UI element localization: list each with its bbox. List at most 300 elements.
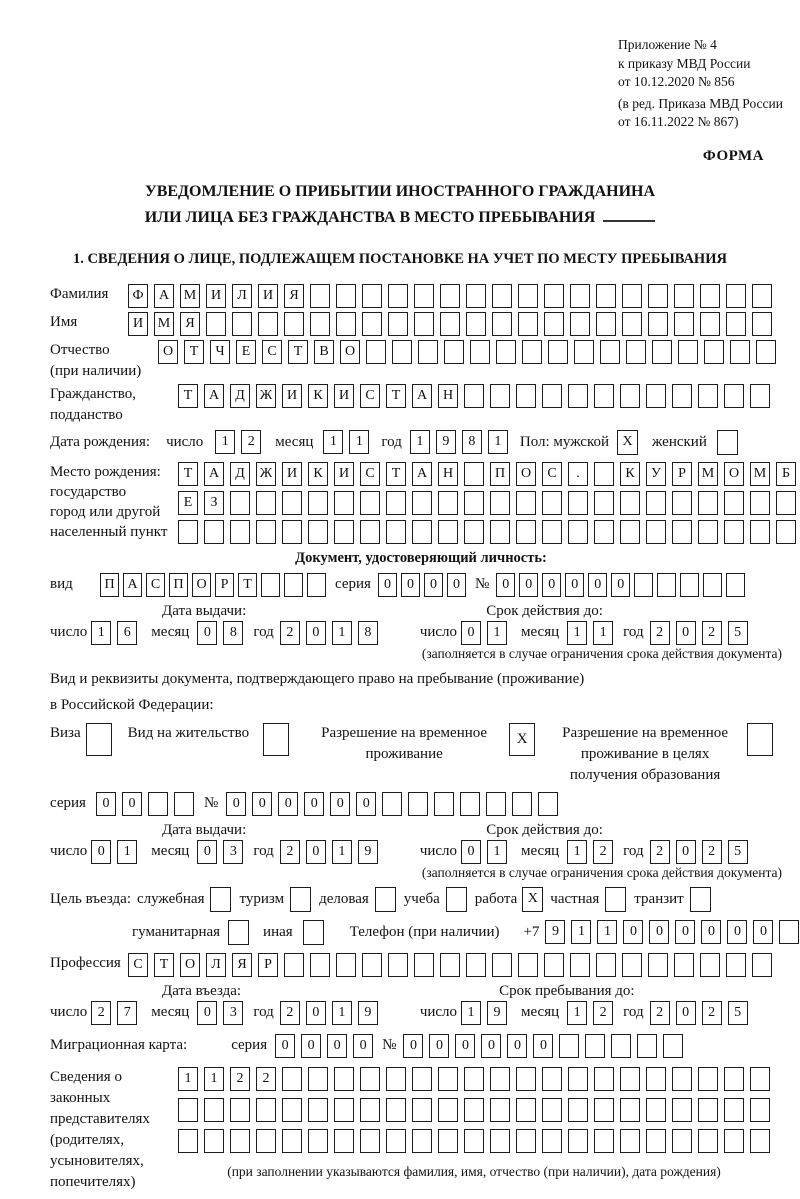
char-cell[interactable]	[646, 520, 666, 544]
char-cell[interactable]	[310, 284, 330, 308]
char-cell[interactable]	[412, 520, 432, 544]
char-cell[interactable]	[284, 312, 304, 336]
char-cell[interactable]: О	[516, 462, 536, 486]
char-cell[interactable]: П	[100, 573, 119, 597]
char-cell[interactable]: Р	[215, 573, 234, 597]
char-cell[interactable]	[464, 1098, 484, 1122]
char-cell[interactable]	[466, 953, 486, 977]
char-cell[interactable]: В	[314, 340, 334, 364]
char-cell[interactable]	[674, 953, 694, 977]
char-cell[interactable]: 1	[567, 621, 587, 645]
char-cell[interactable]: 0	[197, 1001, 217, 1025]
char-cell[interactable]	[408, 792, 428, 816]
char-cell[interactable]: И	[258, 284, 278, 308]
char-cell[interactable]	[724, 1129, 744, 1153]
char-cell[interactable]	[756, 340, 776, 364]
char-cell[interactable]	[568, 491, 588, 515]
char-cell[interactable]: 0	[542, 573, 561, 597]
char-cell[interactable]: 0	[565, 573, 584, 597]
char-cell[interactable]: 1	[204, 1067, 224, 1091]
char-cell[interactable]	[622, 284, 642, 308]
purpose-humanitarian-checkbox[interactable]	[228, 920, 249, 945]
char-cell[interactable]: 0	[496, 573, 515, 597]
char-cell[interactable]	[538, 792, 558, 816]
char-cell[interactable]: 2	[280, 621, 300, 645]
char-cell[interactable]	[230, 520, 250, 544]
char-cell[interactable]: 2	[280, 840, 300, 864]
char-cell[interactable]	[620, 384, 640, 408]
char-cell[interactable]: Т	[386, 384, 406, 408]
char-cell[interactable]: 0	[519, 573, 538, 597]
char-cell[interactable]	[568, 1067, 588, 1091]
char-cell[interactable]	[574, 340, 594, 364]
char-cell[interactable]: 1	[593, 621, 613, 645]
char-cell[interactable]	[490, 1129, 510, 1153]
char-cell[interactable]	[672, 1129, 692, 1153]
char-cell[interactable]	[440, 953, 460, 977]
char-cell[interactable]	[516, 384, 536, 408]
char-cell[interactable]	[663, 1034, 683, 1058]
char-cell[interactable]: 0	[461, 621, 481, 645]
char-cell[interactable]	[282, 491, 302, 515]
char-cell[interactable]: 0	[447, 573, 466, 597]
char-cell[interactable]	[464, 491, 484, 515]
char-cell[interactable]	[516, 520, 536, 544]
char-cell[interactable]	[724, 384, 744, 408]
char-cell[interactable]	[388, 312, 408, 336]
char-cell[interactable]	[334, 491, 354, 515]
char-cell[interactable]: Т	[238, 573, 257, 597]
purpose-work-checkbox[interactable]: X	[522, 887, 543, 912]
char-cell[interactable]: Б	[776, 462, 796, 486]
char-cell[interactable]	[148, 792, 168, 816]
char-cell[interactable]: 0	[306, 1001, 326, 1025]
char-cell[interactable]: 1	[487, 621, 507, 645]
char-cell[interactable]: 0	[481, 1034, 501, 1058]
char-cell[interactable]: Я	[180, 312, 200, 336]
char-cell[interactable]	[256, 1098, 276, 1122]
char-cell[interactable]	[490, 384, 510, 408]
char-cell[interactable]: 0	[356, 792, 376, 816]
char-cell[interactable]	[700, 284, 720, 308]
char-cell[interactable]	[440, 312, 460, 336]
char-cell[interactable]: 1	[567, 840, 587, 864]
char-cell[interactable]	[464, 462, 484, 486]
char-cell[interactable]	[334, 1098, 354, 1122]
char-cell[interactable]	[336, 312, 356, 336]
char-cell[interactable]	[724, 1067, 744, 1091]
char-cell[interactable]	[282, 520, 302, 544]
char-cell[interactable]	[620, 1067, 640, 1091]
char-cell[interactable]: 2	[593, 840, 613, 864]
char-cell[interactable]	[434, 792, 454, 816]
char-cell[interactable]: Н	[438, 384, 458, 408]
char-cell[interactable]	[464, 1129, 484, 1153]
char-cell[interactable]: 9	[487, 1001, 507, 1025]
char-cell[interactable]	[492, 312, 512, 336]
char-cell[interactable]	[726, 312, 746, 336]
char-cell[interactable]	[672, 491, 692, 515]
char-cell[interactable]	[438, 1098, 458, 1122]
purpose-transit-checkbox[interactable]	[690, 887, 711, 912]
char-cell[interactable]	[726, 573, 745, 597]
char-cell[interactable]	[282, 1067, 302, 1091]
sex-male-checkbox[interactable]: X	[617, 430, 638, 455]
char-cell[interactable]	[542, 520, 562, 544]
char-cell[interactable]: 0	[676, 1001, 696, 1025]
char-cell[interactable]: 1	[91, 621, 111, 645]
char-cell[interactable]: 0	[461, 840, 481, 864]
char-cell[interactable]	[204, 1098, 224, 1122]
char-cell[interactable]: 0	[304, 792, 324, 816]
char-cell[interactable]	[230, 1129, 250, 1153]
char-cell[interactable]	[388, 953, 408, 977]
char-cell[interactable]: 2	[702, 840, 722, 864]
char-cell[interactable]: 2	[702, 621, 722, 645]
char-cell[interactable]	[672, 384, 692, 408]
char-cell[interactable]: П	[169, 573, 188, 597]
char-cell[interactable]	[412, 1098, 432, 1122]
char-cell[interactable]	[752, 953, 772, 977]
char-cell[interactable]	[585, 1034, 605, 1058]
char-cell[interactable]	[646, 1098, 666, 1122]
char-cell[interactable]: 0	[327, 1034, 347, 1058]
char-cell[interactable]: О	[192, 573, 211, 597]
char-cell[interactable]: 7	[117, 1001, 137, 1025]
char-cell[interactable]: Ж	[256, 384, 276, 408]
char-cell[interactable]	[750, 520, 770, 544]
char-cell[interactable]	[492, 953, 512, 977]
char-cell[interactable]	[570, 284, 590, 308]
char-cell[interactable]	[544, 953, 564, 977]
char-cell[interactable]: 0	[676, 621, 696, 645]
char-cell[interactable]: З	[204, 491, 224, 515]
char-cell[interactable]: О	[158, 340, 178, 364]
char-cell[interactable]	[611, 1034, 631, 1058]
char-cell[interactable]: 8	[223, 621, 243, 645]
char-cell[interactable]: 1	[410, 430, 430, 454]
temp-permit-checkbox[interactable]: X	[509, 723, 535, 756]
char-cell[interactable]	[750, 1129, 770, 1153]
char-cell[interactable]: 2	[280, 1001, 300, 1025]
char-cell[interactable]	[698, 491, 718, 515]
char-cell[interactable]: И	[206, 284, 226, 308]
char-cell[interactable]	[282, 1129, 302, 1153]
char-cell[interactable]	[776, 491, 796, 515]
char-cell[interactable]	[382, 792, 402, 816]
char-cell[interactable]: 2	[230, 1067, 250, 1091]
char-cell[interactable]	[724, 1098, 744, 1122]
char-cell[interactable]	[542, 384, 562, 408]
char-cell[interactable]: 0	[306, 621, 326, 645]
char-cell[interactable]: Д	[230, 462, 250, 486]
char-cell[interactable]	[516, 1098, 536, 1122]
char-cell[interactable]: Т	[184, 340, 204, 364]
char-cell[interactable]: Е	[178, 491, 198, 515]
char-cell[interactable]: 2	[650, 840, 670, 864]
char-cell[interactable]	[730, 340, 750, 364]
char-cell[interactable]: 0	[676, 840, 696, 864]
char-cell[interactable]	[204, 520, 224, 544]
char-cell[interactable]: 2	[593, 1001, 613, 1025]
char-cell[interactable]	[418, 340, 438, 364]
char-cell[interactable]: 1	[178, 1067, 198, 1091]
purpose-business-checkbox[interactable]	[375, 887, 396, 912]
char-cell[interactable]	[594, 1129, 614, 1153]
char-cell[interactable]: 2	[650, 1001, 670, 1025]
char-cell[interactable]	[652, 340, 672, 364]
char-cell[interactable]	[460, 792, 480, 816]
char-cell[interactable]	[776, 520, 796, 544]
char-cell[interactable]: 0	[226, 792, 246, 816]
char-cell[interactable]: 0	[675, 920, 695, 944]
char-cell[interactable]: М	[698, 462, 718, 486]
char-cell[interactable]: С	[146, 573, 165, 597]
char-cell[interactable]: 0	[533, 1034, 553, 1058]
char-cell[interactable]: И	[282, 462, 302, 486]
char-cell[interactable]: 1	[215, 430, 235, 454]
char-cell[interactable]	[366, 340, 386, 364]
char-cell[interactable]	[559, 1034, 579, 1058]
char-cell[interactable]	[178, 1098, 198, 1122]
char-cell[interactable]	[620, 1098, 640, 1122]
char-cell[interactable]	[284, 953, 304, 977]
char-cell[interactable]	[414, 284, 434, 308]
char-cell[interactable]: 1	[323, 430, 343, 454]
char-cell[interactable]	[360, 491, 380, 515]
char-cell[interactable]: С	[542, 462, 562, 486]
purpose-official-checkbox[interactable]	[210, 887, 231, 912]
char-cell[interactable]: 0	[455, 1034, 475, 1058]
char-cell[interactable]	[594, 491, 614, 515]
char-cell[interactable]: .	[568, 462, 588, 486]
char-cell[interactable]	[594, 462, 614, 486]
char-cell[interactable]: И	[128, 312, 148, 336]
char-cell[interactable]	[490, 491, 510, 515]
char-cell[interactable]	[626, 340, 646, 364]
char-cell[interactable]	[544, 312, 564, 336]
char-cell[interactable]	[518, 284, 538, 308]
char-cell[interactable]	[620, 1129, 640, 1153]
char-cell[interactable]	[648, 312, 668, 336]
char-cell[interactable]	[261, 573, 280, 597]
char-cell[interactable]	[620, 520, 640, 544]
char-cell[interactable]	[634, 573, 653, 597]
char-cell[interactable]	[440, 284, 460, 308]
char-cell[interactable]	[308, 520, 328, 544]
char-cell[interactable]	[596, 284, 616, 308]
char-cell[interactable]	[386, 491, 406, 515]
char-cell[interactable]	[622, 953, 642, 977]
char-cell[interactable]: 2	[91, 1001, 111, 1025]
char-cell[interactable]: А	[123, 573, 142, 597]
char-cell[interactable]	[698, 1098, 718, 1122]
char-cell[interactable]: 0	[588, 573, 607, 597]
char-cell[interactable]	[544, 284, 564, 308]
purpose-private-checkbox[interactable]	[605, 887, 626, 912]
char-cell[interactable]	[206, 312, 226, 336]
visa-checkbox[interactable]	[86, 723, 112, 756]
char-cell[interactable]: 3	[223, 1001, 243, 1025]
char-cell[interactable]: А	[204, 384, 224, 408]
char-cell[interactable]	[724, 520, 744, 544]
char-cell[interactable]	[336, 284, 356, 308]
char-cell[interactable]	[486, 792, 506, 816]
char-cell[interactable]: 9	[358, 840, 378, 864]
char-cell[interactable]	[230, 1098, 250, 1122]
char-cell[interactable]	[307, 573, 326, 597]
char-cell[interactable]	[750, 1067, 770, 1091]
char-cell[interactable]	[412, 1129, 432, 1153]
char-cell[interactable]	[308, 1067, 328, 1091]
char-cell[interactable]: 2	[241, 430, 261, 454]
char-cell[interactable]: 1	[349, 430, 369, 454]
char-cell[interactable]: 0	[91, 840, 111, 864]
char-cell[interactable]: Л	[206, 953, 226, 977]
char-cell[interactable]: 0	[275, 1034, 295, 1058]
char-cell[interactable]	[386, 1098, 406, 1122]
char-cell[interactable]	[568, 520, 588, 544]
char-cell[interactable]	[672, 1067, 692, 1091]
char-cell[interactable]: 0	[611, 573, 630, 597]
char-cell[interactable]	[360, 520, 380, 544]
char-cell[interactable]	[620, 491, 640, 515]
char-cell[interactable]: Т	[288, 340, 308, 364]
char-cell[interactable]	[672, 1098, 692, 1122]
char-cell[interactable]	[542, 491, 562, 515]
char-cell[interactable]: 0	[727, 920, 747, 944]
char-cell[interactable]	[490, 520, 510, 544]
char-cell[interactable]	[674, 312, 694, 336]
char-cell[interactable]	[178, 1129, 198, 1153]
char-cell[interactable]	[204, 1129, 224, 1153]
char-cell[interactable]	[568, 384, 588, 408]
char-cell[interactable]	[750, 491, 770, 515]
char-cell[interactable]	[308, 1129, 328, 1153]
char-cell[interactable]: М	[154, 312, 174, 336]
char-cell[interactable]: Е	[236, 340, 256, 364]
char-cell[interactable]: 5	[728, 840, 748, 864]
char-cell[interactable]	[516, 1067, 536, 1091]
char-cell[interactable]: 9	[545, 920, 565, 944]
char-cell[interactable]: 0	[301, 1034, 321, 1058]
char-cell[interactable]: Т	[386, 462, 406, 486]
char-cell[interactable]: 0	[403, 1034, 423, 1058]
char-cell[interactable]	[360, 1129, 380, 1153]
char-cell[interactable]: 0	[401, 573, 420, 597]
char-cell[interactable]: 6	[117, 621, 137, 645]
char-cell[interactable]	[256, 491, 276, 515]
char-cell[interactable]	[570, 953, 590, 977]
char-cell[interactable]	[470, 340, 490, 364]
char-cell[interactable]	[752, 312, 772, 336]
char-cell[interactable]	[522, 340, 542, 364]
char-cell[interactable]	[568, 1129, 588, 1153]
char-cell[interactable]: 2	[702, 1001, 722, 1025]
char-cell[interactable]: А	[154, 284, 174, 308]
char-cell[interactable]	[698, 1067, 718, 1091]
char-cell[interactable]	[360, 1067, 380, 1091]
char-cell[interactable]	[622, 312, 642, 336]
char-cell[interactable]: Т	[178, 384, 198, 408]
purpose-other-checkbox[interactable]	[303, 920, 324, 945]
char-cell[interactable]: 2	[650, 621, 670, 645]
char-cell[interactable]	[657, 573, 676, 597]
char-cell[interactable]	[466, 284, 486, 308]
char-cell[interactable]	[334, 520, 354, 544]
char-cell[interactable]	[674, 284, 694, 308]
char-cell[interactable]	[256, 520, 276, 544]
char-cell[interactable]	[360, 1098, 380, 1122]
purpose-tourism-checkbox[interactable]	[290, 887, 311, 912]
char-cell[interactable]	[256, 1129, 276, 1153]
char-cell[interactable]: 1	[571, 920, 591, 944]
char-cell[interactable]	[284, 573, 303, 597]
char-cell[interactable]	[596, 953, 616, 977]
char-cell[interactable]	[438, 1067, 458, 1091]
char-cell[interactable]	[362, 284, 382, 308]
char-cell[interactable]	[412, 491, 432, 515]
char-cell[interactable]: 0	[96, 792, 116, 816]
char-cell[interactable]: 0	[701, 920, 721, 944]
char-cell[interactable]	[414, 312, 434, 336]
char-cell[interactable]	[648, 284, 668, 308]
char-cell[interactable]	[596, 312, 616, 336]
char-cell[interactable]	[334, 1129, 354, 1153]
char-cell[interactable]: 1	[461, 1001, 481, 1025]
char-cell[interactable]: 1	[332, 621, 352, 645]
char-cell[interactable]: А	[204, 462, 224, 486]
char-cell[interactable]: 1	[117, 840, 137, 864]
char-cell[interactable]	[512, 792, 532, 816]
char-cell[interactable]: 1	[488, 430, 508, 454]
char-cell[interactable]: Л	[232, 284, 252, 308]
char-cell[interactable]	[492, 284, 512, 308]
char-cell[interactable]: 0	[378, 573, 397, 597]
char-cell[interactable]	[308, 1098, 328, 1122]
char-cell[interactable]: Ж	[256, 462, 276, 486]
char-cell[interactable]	[700, 953, 720, 977]
char-cell[interactable]: 0	[122, 792, 142, 816]
char-cell[interactable]: 0	[197, 621, 217, 645]
char-cell[interactable]	[174, 792, 194, 816]
char-cell[interactable]	[336, 953, 356, 977]
char-cell[interactable]	[386, 1129, 406, 1153]
char-cell[interactable]: У	[646, 462, 666, 486]
char-cell[interactable]: К	[308, 384, 328, 408]
sex-female-checkbox[interactable]	[717, 430, 738, 455]
char-cell[interactable]: И	[282, 384, 302, 408]
char-cell[interactable]	[438, 491, 458, 515]
char-cell[interactable]	[594, 1067, 614, 1091]
char-cell[interactable]	[646, 384, 666, 408]
char-cell[interactable]: 5	[728, 1001, 748, 1025]
char-cell[interactable]: 0	[753, 920, 773, 944]
char-cell[interactable]: К	[620, 462, 640, 486]
char-cell[interactable]: 2	[256, 1067, 276, 1091]
char-cell[interactable]: С	[360, 384, 380, 408]
char-cell[interactable]	[362, 312, 382, 336]
char-cell[interactable]	[750, 1098, 770, 1122]
char-cell[interactable]	[438, 1129, 458, 1153]
char-cell[interactable]	[646, 491, 666, 515]
char-cell[interactable]	[490, 1067, 510, 1091]
char-cell[interactable]: 0	[306, 840, 326, 864]
char-cell[interactable]	[466, 312, 486, 336]
char-cell[interactable]	[282, 1098, 302, 1122]
char-cell[interactable]: Р	[672, 462, 692, 486]
char-cell[interactable]	[232, 312, 252, 336]
